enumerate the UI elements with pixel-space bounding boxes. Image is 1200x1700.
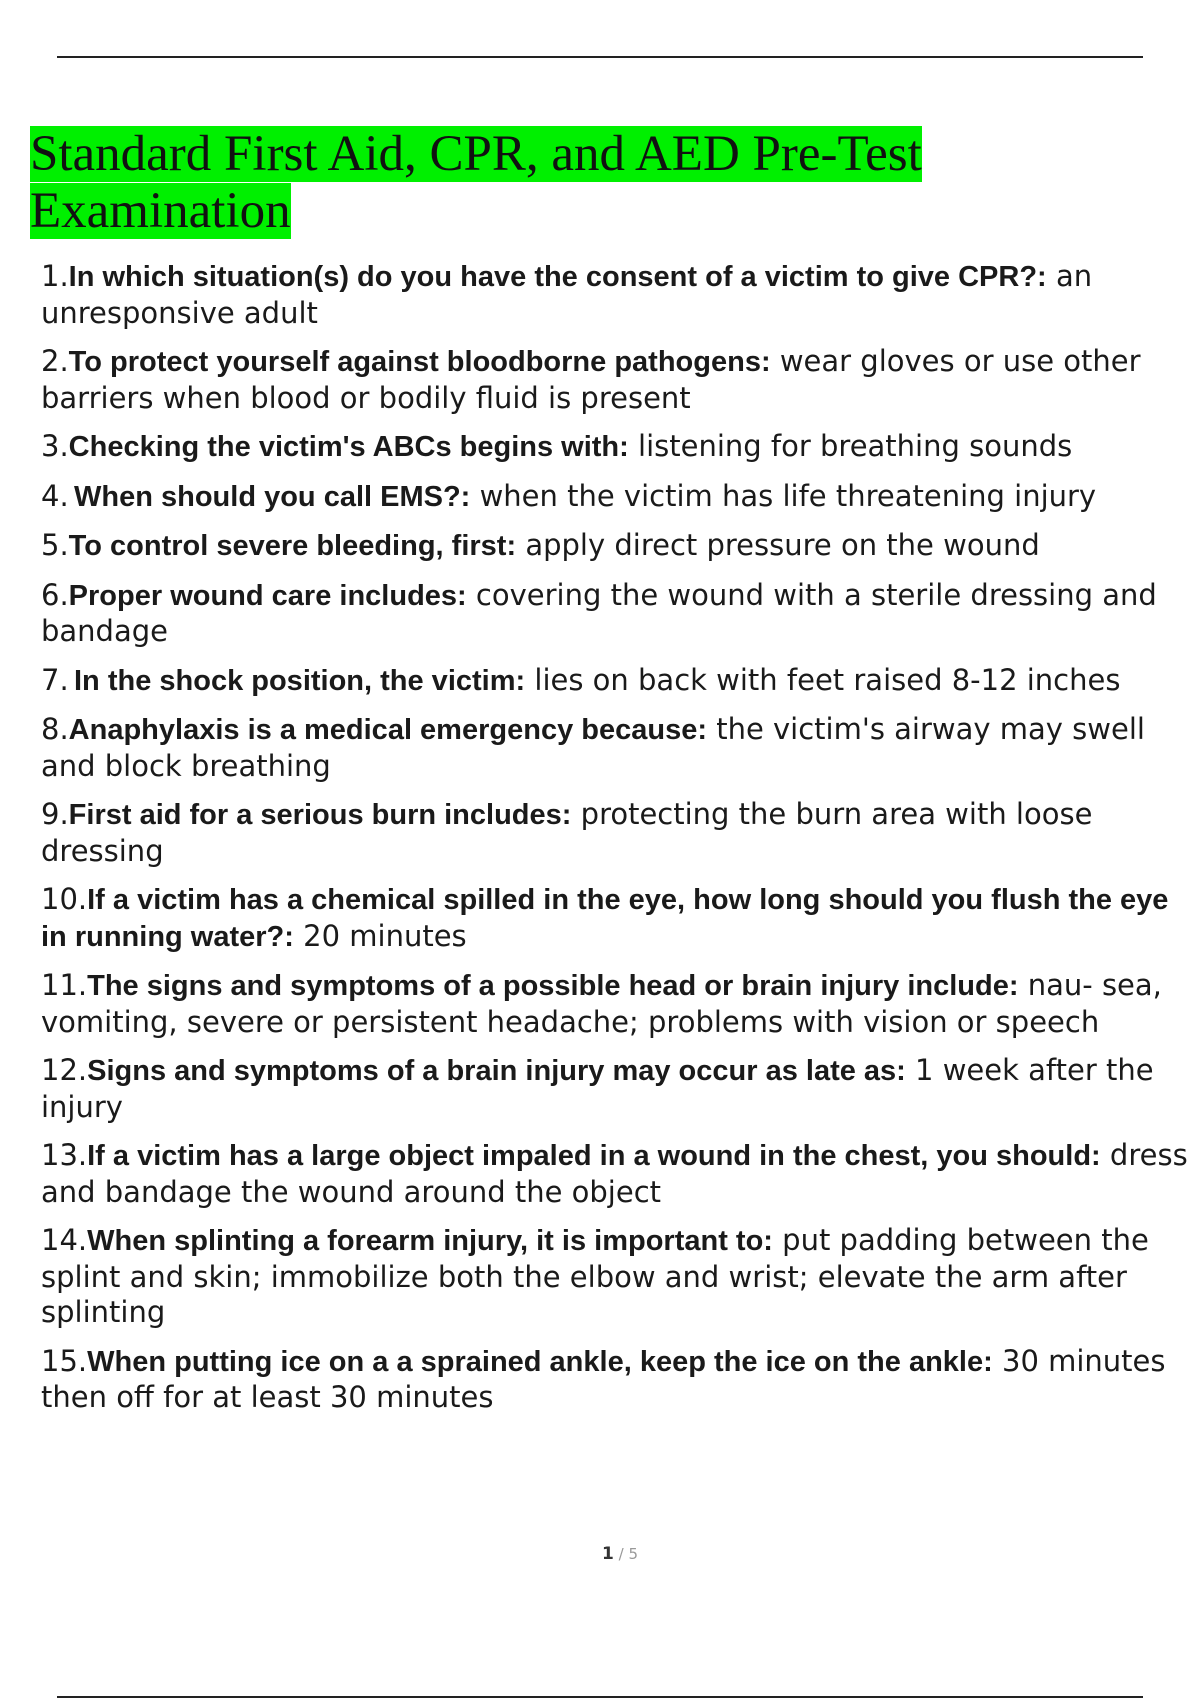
answer-text: an unresponsive adult xyxy=(41,259,1093,330)
question-number: 9. xyxy=(41,797,69,831)
page-total: 5 xyxy=(628,1545,638,1563)
question-text: To control severe bleeding, first: xyxy=(68,530,517,562)
question-text: The signs and symptoms of a possible head or brain injury include: xyxy=(87,970,1019,1002)
question-text: Signs and symptoms of a brain injury may occur as late as: xyxy=(87,1055,906,1087)
answer-text: listening for breathing sounds xyxy=(638,429,1073,463)
question-text: Checking the victim's ABCs begins with: xyxy=(68,431,629,463)
question-item xyxy=(41,1138,1191,1210)
question-text: If a victim has a chemical spilled in the eye, how long should you flush the eye in running water?: xyxy=(41,884,1169,953)
question-item xyxy=(41,578,1191,650)
question-number: 15. xyxy=(41,1343,88,1378)
answer-text: protecting the burn area with loose dressing xyxy=(41,797,1093,868)
answer-text: nau- sea, vomiting, severe or persistent headache; problems with vision or speech xyxy=(41,968,1162,1039)
answer-text: lies on back with feet raised 8-12 inches xyxy=(534,662,1121,697)
question-item xyxy=(41,1053,1191,1125)
answer-text: 30 minutes then off for at least 30 minutes xyxy=(41,1343,1166,1414)
question-text: When should you call EMS?: xyxy=(74,480,471,513)
question-text: If a victim has a large object impaled in a wound in the chest, you should: xyxy=(87,1140,1101,1172)
question-text: Proper wound care includes: xyxy=(68,579,467,612)
question-number: 7. xyxy=(41,662,69,697)
question-item xyxy=(41,1344,1191,1416)
answer-text: covering the wound with a sterile dressing and bandage xyxy=(41,577,1157,648)
question-item xyxy=(41,528,1191,565)
question-number: 14. xyxy=(41,1223,88,1257)
question-item xyxy=(41,968,1191,1040)
question-number: 6. xyxy=(41,577,69,612)
question-text: When putting ice on a a sprained ankle, keep the ice on the ankle: xyxy=(87,1345,993,1378)
page-current: 1 xyxy=(602,1544,614,1564)
question-number: 4. xyxy=(41,478,69,513)
question-text: Anaphylaxis is a medical emergency because: xyxy=(68,714,707,746)
question-item xyxy=(41,882,1191,955)
question-item xyxy=(41,1223,1191,1331)
question-number: 8. xyxy=(41,712,69,746)
page-indicator xyxy=(0,1544,1200,1564)
question-item xyxy=(41,259,1191,331)
question-number: 2. xyxy=(41,344,69,378)
question-text: First aid for a serious burn includes: xyxy=(68,799,572,831)
question-number: 12. xyxy=(41,1053,88,1087)
question-item xyxy=(41,663,1191,700)
question-number: 5. xyxy=(41,528,69,562)
question-item xyxy=(41,479,1191,516)
bottom-rule xyxy=(57,1696,1143,1698)
answer-text: apply direct pressure on the wound xyxy=(525,528,1040,562)
question-item xyxy=(41,429,1191,466)
question-item xyxy=(41,712,1191,784)
question-number: 3. xyxy=(41,429,69,463)
question-number: 11. xyxy=(41,968,88,1002)
answer-text: 20 minutes xyxy=(303,918,467,953)
question-item xyxy=(41,344,1191,416)
question-list xyxy=(41,259,1191,1429)
question-text: When splinting a forearm injury, it is important to: xyxy=(87,1225,773,1257)
answer-text: dress and bandage the wound around the object xyxy=(41,1138,1188,1209)
answer-text: the victim's airway may swell and block breathing xyxy=(41,712,1145,783)
question-number: 10. xyxy=(41,882,88,916)
page-separator: / xyxy=(613,1545,629,1563)
answer-text: wear gloves or use other barriers when blood or bodily fluid is present xyxy=(41,344,1141,415)
question-item xyxy=(41,797,1191,869)
question-text: To protect yourself against bloodborne pathogens: xyxy=(68,346,771,378)
question-text: In which situation(s) do you have the consent of a victim to give CPR?: xyxy=(68,261,1047,293)
question-number: 1. xyxy=(41,259,69,293)
answer-text: when the victim has life threatening injury xyxy=(479,478,1097,513)
top-rule xyxy=(57,56,1143,58)
title-highlight: Standard First Aid, CPR, and AED Pre-Test Examination xyxy=(30,126,922,239)
answer-text: 1 week after the injury xyxy=(41,1053,1154,1124)
question-number: 13. xyxy=(41,1138,88,1172)
document-title xyxy=(30,126,1030,240)
answer-text: put padding between the splint and skin; immobilize both the elbow and wrist; elevate the arm after splinting xyxy=(41,1223,1149,1329)
question-text: In the shock position, the victim: xyxy=(74,664,526,697)
